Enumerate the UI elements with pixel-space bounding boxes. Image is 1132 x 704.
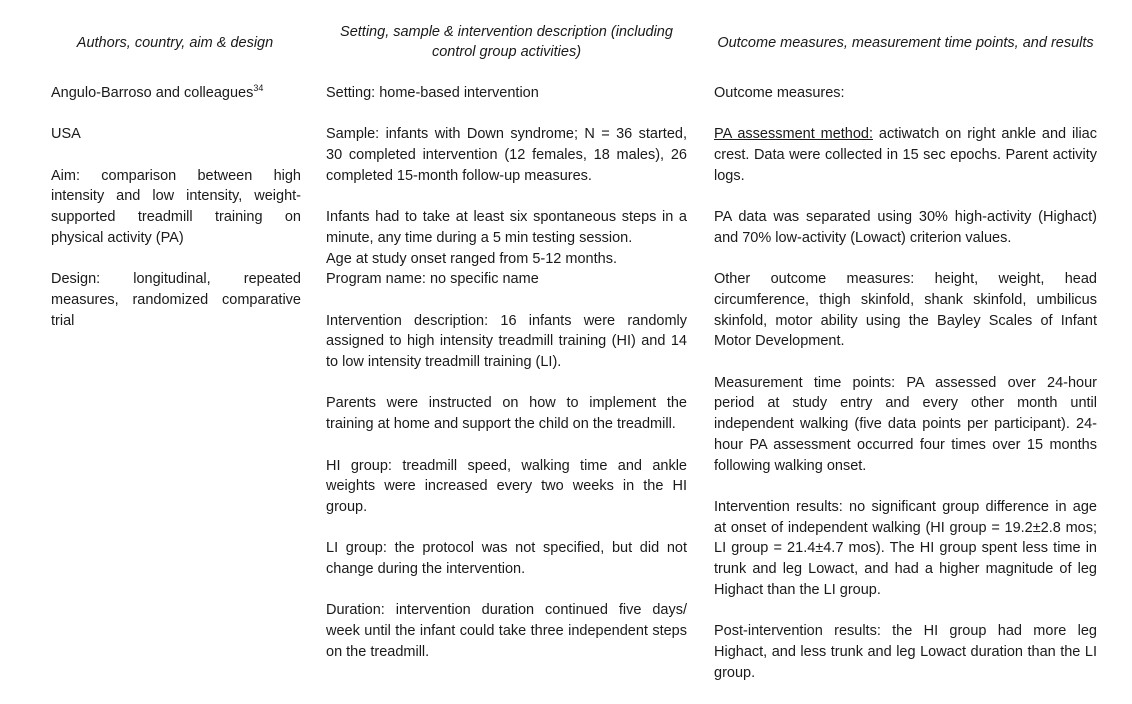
sample-cell: Sample: infants with Down syndrome; N = 36 started, 30 completed intervention (12 females, 18 males), 26 completed 15-month follow-up measures. xyxy=(326,126,687,184)
pa-method-text: actiwatch on right ankle and iliac crest. Data were collected in 15 sec epochs. Parent activity logs. xyxy=(714,126,1097,184)
country-cell: USA xyxy=(51,126,81,143)
header-outcome-measures: Outcome measures, measurement time points, and results xyxy=(717,35,1094,51)
intervention-results-cell: Intervention results: no significant group difference in age at onset of independent walking (HI group = 19.2±2.8 mos; LI group = 21.4±4.7 mos). The HI group spent less time in trunk and leg Lowact, and had a higher magnitude of leg Highact than the LI group. xyxy=(714,498,1097,598)
header-setting-sample-intervention: Setting, sample & intervention description (including control group activities) xyxy=(340,24,673,60)
li-group-cell: LI group: the protocol was not specified, but did not change during the intervention. xyxy=(326,540,687,578)
time-points-cell: Measurement time points: PA assessed over 24-hour period at study entry and every other month until independent walking (five data points per participant). 24-hour PA assessment occurred four times over 15 months following walking onset. xyxy=(714,374,1097,474)
pa-method-cell xyxy=(714,124,1097,186)
authors-name: Angulo-Barroso and colleagues xyxy=(51,85,254,101)
column-outcomes xyxy=(714,83,1097,704)
aim-cell: Aim: comparison between high intensity and low intensity, weight-supported treadmill training on physical activity (PA) xyxy=(51,167,301,246)
post-results-cell: Post-intervention results: the HI group had more leg Highact, and less trunk and leg Lowact duration than the LI group. xyxy=(714,623,1097,681)
column-authors xyxy=(51,83,301,352)
column-setting-sample xyxy=(326,83,687,683)
other-outcomes-cell: Other outcome measures: height, weight, head circumference, thigh skinfold, shank skinfold, umbilicus skinfold, motor ability using the Bayley Scales of Infant Motor Development. xyxy=(714,271,1097,350)
pa-data-cell: PA data was separated using 30% high-activity (Highact) and 70% low-activity (Lowact) criterion values. xyxy=(714,209,1097,246)
parents-cell: Parents were instructed on how to implement the training at home and support the child on the treadmill. xyxy=(326,395,687,433)
design-cell: Design: longitudinal, repeated measures, randomized comparative trial xyxy=(51,271,301,329)
outcome-measures-label: Outcome measures: xyxy=(714,85,845,101)
inclusion-cell: Infants had to take at least six spontaneous steps in a minute, any time during a 5 min testing session. xyxy=(326,209,687,246)
authors-reference: 34 xyxy=(253,83,264,94)
header-authors-country-aim-design: Authors, country, aim & design xyxy=(76,35,274,51)
pa-method-label: PA assessment method: xyxy=(714,126,874,143)
authors-cell xyxy=(51,83,301,104)
program-cell: Program name: no specific name xyxy=(326,271,539,288)
age-cell: Age at study onset ranged from 5-12 months. xyxy=(326,250,617,267)
hi-group-cell: HI group: treadmill speed, walking time and ankle weights were increased every two weeks in the HI group. xyxy=(326,457,687,515)
duration-cell: Duration: intervention duration continued five days/ week until the infant could take three independent steps on the treadmill. xyxy=(326,602,687,660)
setting-cell: Setting: home-based intervention xyxy=(326,85,539,101)
intervention-cell: Intervention description: 16 infants were randomly assigned to high intensity treadmill training (HI) and 14 to low intensity treadmill training (LI). xyxy=(326,312,687,371)
